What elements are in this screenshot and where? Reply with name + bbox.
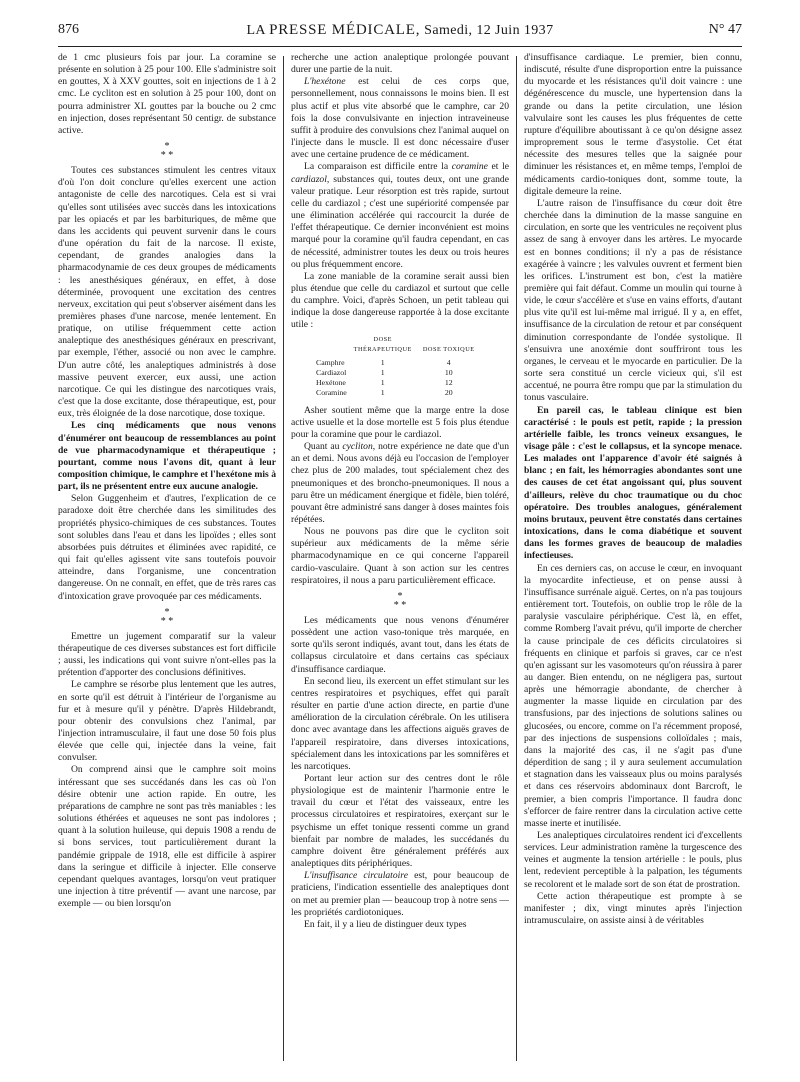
drug-name-coramine: coramine — [451, 161, 488, 173]
issue-date: Samedi, 12 Juin 1937 — [424, 23, 554, 38]
table-row — [313, 378, 482, 388]
section-separator: * * * — [160, 141, 174, 162]
column-divider — [516, 56, 517, 1061]
paragraph-bold: En pareil cas, le tableau clinique est bien caractérisé : le pouls est petit, rapide ; la pression artérielle faible, les troncs veineux exsangues, le visage pâle : c'est le collapsus, et la syncope menace. Les malades ont l'apparence d'avoir été saignés à blanc ; en fait, les hémorragies abondantes sont une des causes de cet état angoissant qui, plus souvent d'ailleurs, relève du choc traumatique ou du choc opératoire. Des troubles analogues, généralement moins brutaux, peuvent être constatés dans certaines intoxications, dans le coma diabétique et souvent dans les formes graves de beaucoup de maladies infectieuses. — [524, 404, 742, 562]
column-2 — [291, 52, 509, 1067]
paragraph: Les analeptiques circulatoires rendent ici d'excellents services. Leur administration ramène la turgescence des veines et augmente la tension artérielle : le pouls, plus lent, redevient perceptible à la palpation, les téguments se recolorent et le malade sort de son état de prostration. — [524, 830, 742, 890]
paragraph: de 1 cmc plusieurs fois par jour. La coramine se présente en solution à 25 pour 100. Elle s'administre soit en gouttes, X à XXV gouttes, soit en injections de 1 à 2 cmc. Le cycliton est en solution à 25 pour 100, dont on pourra administrer XL gouttes par la bouche ou 2 cmc en injection, doses représentant 50 centigr. de substance active. — [58, 52, 276, 136]
paragraph: La zone maniable de la coramine serait aussi bien plus étendue que celle du cardiazol et surtout que celle du camphre. Voici, d'après Schoen, un petit tableau qui indique la dose dangereuse rapportée à la dose excitante utile : — [291, 270, 509, 331]
paragraph — [291, 870, 509, 919]
paragraph: Le camphre se résorbe plus lentement que les autres, en sorte qu'il est détruit à l'intérieur de l'organisme au fur et à mesure qu'il y pénètre. D'après Hildebrandt, pour obtenir des convulsions chez l'animal, par l'injection intramusculaire, il faut une dose 50 fois plus élevée que celle qui, injectée dans la veine, fait convulser. — [58, 679, 276, 764]
drug-name: Cardiazol — [316, 367, 347, 377]
column-3 — [524, 52, 742, 1067]
paragraph: On comprend ainsi que le camphre soit moins intéressant que ses succédanés dans les cas où l'on désire obtenir une action rapide. En outre, les préparations de camphre ne sont pas très maniables : les solutions éthérées et aqueuses ne sont pas indolores ; quant à la solution huileuse, qui depuis 1908 a rendu de si bons services, tout particulièrement durant la pandémie grippale de 1918, elle est difficile à aspirer dans la seringue et difficile à injecter. Elle conserve cependant quelques avantages, lorsqu'on veut pratiquer une injection à titre préventif — avant une narcose, par exemple — ou bien lorsqu'on — [58, 764, 276, 910]
column-divider — [283, 56, 284, 1061]
toxic-dose: 4 — [446, 357, 451, 367]
paragraph: En second lieu, ils exercent un effet stimulant sur les centres respiratoires et psychiques, effet qui paraît résulter en partie d'une action directe, en partie d'une amélioration de la circulation cérébrale. On les utilisera donc avec avantage dans les affections aiguës graves de l'appareil respiratoire, dans diverses intoxications, spécialement dans les intoxications par les somnifères et les narcotiques. — [291, 675, 509, 772]
page-number: 876 — [58, 22, 79, 37]
toxic-dose: 10 — [444, 367, 453, 377]
journal-title — [58, 22, 742, 39]
section-separator: * * * — [393, 590, 407, 611]
paragraph: Les médicaments que nous venons d'énumérer possèdent une action vaso-tonique très marquée, en sorte qu'ils seront indiqués, avant tout, dans les états de collapsus circulatoire et dans certains cas spéciaux d'insuffisance cardiaque. — [291, 614, 509, 675]
paragraph: Emettre un jugement comparatif sur la valeur thérapeutique de ces diverses substances est fort difficile ; aussi, les indications qui vont suivre n'ont-elles pas la prétention d'apporter des conclusions définitives. — [58, 630, 276, 679]
article-body — [58, 52, 742, 1067]
title-lead: LA — [246, 23, 266, 38]
paragraph-text: Quant au — [304, 441, 343, 453]
paragraph: Selon Guggenheim et d'autres, l'explication de ce paradoxe doit être cherchée dans les similitudes des propriétés physico-chimiques de ces substances. Toutes sont solubles dans l'eau et dans les lipoïdes ; elles sont absorbées puis détruites et éliminées avec rapidité, ce qui fait qu'elles agissent vite sans toutefois pouvoir atteindre, dans l'organisme, une concentration dangereuse. On ne connaît, en effet, que de très rares cas d'intoxication grave provoquée par ces médicaments. — [58, 493, 276, 602]
drug-name-cycliton: cycliton — [342, 441, 373, 453]
table-header-spacer — [313, 335, 350, 358]
paragraph — [58, 420, 276, 493]
table-row — [313, 388, 482, 398]
paragraph: En ces derniers cas, on accuse le cœur, en invoquant la myocardite infectieuse, et on pense aussi à l'insuffisance surrénale aiguë. Certes, on n'a pas toujours entièrement tort. Toutefois, on oublie trop le rôle de la paralysie vasculaire périphérique. C'est là, en effet, comme Romberg l'avait prévu, qu'il importe de chercher la cause principale de ces déficits circulatoires si fréquents en clinique et parfois si graves, car ce n'est qu'en agissant sur les vasomoteurs qu'on réussira à parer au danger. Bien entendu, on ne négligera pas, surtout après une hémorragie abondante, de chercher à augmenter la masse liquide en circulation par des transfusions, par des injections de solutions salines ou glucosées, ou encore, comme on l'a récemment proposé, par des injections de suspensions colloïdales ; mais, dans la majorité des cas, il ne s'agit pas d'une déperdition de sang ; il y aura seulement accumulation et stagnation dans les vaisseaux plus ou moins paralysés et dans ces réservoirs abdominaux dont Barcroft, le premier, a bien compris l'importance. Il faudra donc s'efforcer de faire rentrer dans la circulation active cette masse inerte et inutilisée. — [524, 562, 742, 829]
paragraph — [524, 405, 742, 563]
paragraph: Nous ne pouvons pas dire que le cycliton soit supérieur aux médicaments de la même série pharmacodynamique en ce qui concerne l'appareil cardio-vasculaire. Quant à son action sur les centres respiratoires, il nous a paru particulièrement efficace. — [291, 526, 509, 586]
paragraph: Asher soutient même que la marge entre la dose active usuelle et la dose mortelle est 5 fois plus étendue pour la coramine que pour le cardiazol. — [291, 404, 509, 440]
table-row — [313, 368, 482, 378]
paragraph: d'insuffisance cardiaque. Le premier, bien connu, indiscuté, résulte d'une disproportion entre la puissance du myocarde et les résistances qu'il doit vaincre : une dégénérescence du muscle, une hypertension dans la grande ou dans la petite circulation, une lésion valvulaire sont les causes les plus fréquentes de cette rupture d'équilibre aboutissant à ce qu'on désigne assez improprement sous le terme d'asystolie. Cet état nécessite des mesures telles que la saignée pour diminuer les résistances et, en même temps, l'emploi de médicaments cardio-toniques dont, somme toute, la digitale demeure la reine. — [524, 52, 742, 197]
paragraph-text: , substances qui, toutes deux, ont une grande valeur pratique. Leur résorption est très rapide, surtout celle du cardiazol ; c'est une supériorité compensée par une élimination accélérée qui raccourcit la durée de l'effet thérapeutique. Ce dernier inconvénient est moins marqué pour la coramine qu'il faudra cependant, en cas de nécessité, administrer toutes les deux ou trois heures ou plus fréquemment encore. — [291, 173, 509, 270]
paragraph-text: , notre expérience ne date que d'un an et demi. Nous avons déjà eu l'occasion de l'employer chez plus de 200 malades, tout spécialement chez des pneumoniques et des broncho-pneumoniques. Il nous a paru être un médicament énergique et fidèle, bien toléré, pouvant être administré sans danger à doses maintes fois répétées. — [291, 441, 509, 525]
drug-name: Camphre — [316, 357, 345, 367]
paragraph — [291, 161, 509, 270]
therapeutic-dose: 1 — [380, 387, 385, 397]
table-header-therapeutic: DOSE THÉRAPEUTIQUE — [353, 335, 412, 353]
therapeutic-dose: 1 — [380, 377, 385, 387]
drug-name-cardiazol: cardiazol — [291, 173, 327, 185]
toxic-dose: 12 — [444, 377, 453, 387]
dose-table — [313, 335, 482, 398]
table-header-toxic: DOSE TOXIQUE — [422, 345, 475, 353]
drug-name-hexetone: L'hexétone — [304, 76, 346, 88]
header-rule — [58, 46, 742, 47]
issue-number: N° 47 — [708, 22, 742, 37]
paragraph: L'autre raison de l'insuffisance du cœur doit être cherchée dans la diminution de la masse sanguine en circulation, en sorte que les ventricules ne reçoivent plus assez de sang à envoyer dans les artères. Le myocarde est en bonnes conditions; il n'y a pas de résistance exagérée à vaincre ; les valvules ouvrent et ferment bien les orifices. L'instrument est bon, c'est la matière première qui fait défaut. Comme un moulin qui tourne à vide, le cœur s'accélère et s'use en vains efforts, d'autant plus vite qu'il est lui-même mal irrigué. Il y a, en effet, insuffisance de la circulation de retour et par conséquent diminution correspondante de l'ondée systolique. Il s'ensuivra une anoxémie dont souffriront tous les organes, le cerveau et le myocarde en particulier. De la sorte sera constitué un cercle vicieux qui, s'il est accentué, ne pourra être rompu que par la stimulation du tonus vasculaire. — [524, 197, 742, 404]
toxic-dose: 20 — [444, 387, 453, 397]
journal-name: PRESSE MÉDICALE, — [269, 22, 421, 38]
table-row — [313, 358, 482, 368]
section-separator: * * * — [160, 606, 174, 627]
paragraph-bold: Les cinq médicaments que nous venons d'énumérer ont beaucoup de ressemblances au point de vue pharmacodynamique et thérapeutique ; pourtant, comme nous l'avons dit, quant à leur composition chimique, le camphre et l'hexétone mis à part, ils ne présentent entre eux aucune analogie. — [58, 420, 276, 493]
term-insuffisance-circulatoire: L'insuffisance circulatoire — [304, 870, 408, 882]
paragraph — [291, 76, 509, 161]
paragraph-text: La comparaison est difficile entre la — [304, 161, 452, 173]
therapeutic-dose: 1 — [380, 357, 385, 367]
paragraph: Toutes ces substances stimulent les centres vitaux d'où l'on doit conclure qu'elles exercent une action antagoniste de celle des narcotiques. Cela est si vrai qu'elles sont utilisées avec succès dans les intoxications par les opiacés et par les barbituriques, de même que dans les accidents qui peuvent survenir dans le cours d'une opération du fait de la narcose. Il existe, cependant, de grandes analogies dans la pharmacodynamie de ces deux groupes de médicaments : les anesthésiques généraux, en effet, à dose déterminée, provoquent une excitation des centres nerveux, excitation qui peut s'observer aisément dans les premières phases d'une narcose, menée lentement. En pratique, on utilise fréquemment cette action analeptique des anesthésiques généraux en prescrivant, par exemple, l'éther, associé ou non avec le camphre. D'un autre côté, les analeptiques administrés à dose massive peuvent exercer, eux aussi, une action narcotique. Ce qui les distingue des narcotiques vrais, c'est que la dose excitante, dose thérapeutique, est, pour eux, très éloignée de la dose narcotique, dose toxique. — [58, 165, 276, 420]
therapeutic-dose: 1 — [380, 367, 385, 377]
drug-name: Coramine — [316, 387, 347, 397]
page-header — [58, 22, 742, 44]
paragraph: Cette action thérapeutique est prompte à se manifester ; dix, vingt minutes après l'injection intramusculaire, on assiste ainsi à de véritables — [524, 890, 742, 927]
paragraph-text: est, pour beaucoup de praticiens, l'indication essentielle des analeptiques dont on met au premier plan — beaucoup trop à notre sens — les propriétés cardiotoniques. — [291, 870, 509, 918]
column-1 — [58, 52, 276, 1067]
drug-name: Hexétone — [316, 377, 346, 387]
paragraph-text: est celui de ces corps que, personnellement, nous connaissons le moins bien. Il est plus actif et plus vite absorbé que le camphre, car 20 fois la dose convulsivante en injection intraveineuse suffit à produire des convulsions chez l'animal auquel on l'injecte dans le muscle. Il est donc nécessaire d'user avec une certaine prudence de ce médicament. — [291, 76, 509, 161]
paragraph: En fait, il y a lieu de distinguer deux types — [304, 918, 467, 930]
paragraph-text: et le — [487, 161, 509, 173]
paragraph: Portant leur action sur des centres dont le rôle physiologique est de maintenir l'harmonie entre le travail du cœur et l'état des vaisseaux, entre les processus circulatoires et respiratoires, exerçant sur le psychisme un effet tonique ressenti comme un grand bienfait par nombre de malades, les succédanés du camphre doivent être généralement préférés aux analeptiques dits périphériques. — [291, 772, 509, 870]
paragraph — [291, 441, 509, 526]
paragraph: recherche une action analeptique prolongée pouvant durer une partie de la nuit. — [291, 52, 509, 76]
